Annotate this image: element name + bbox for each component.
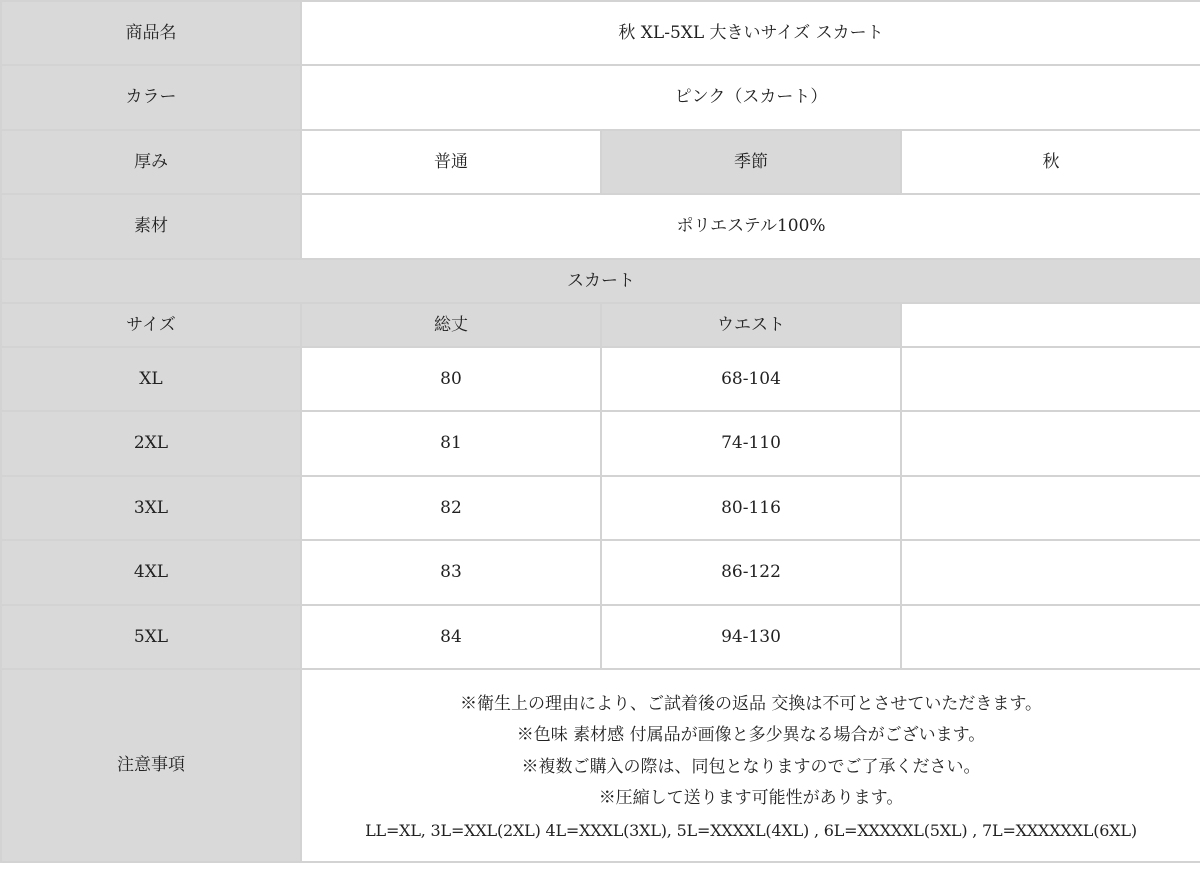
product-name-label: 商品名 (1, 1, 301, 65)
size-cell: 4XL (1, 540, 301, 605)
extra-cell (901, 605, 1200, 669)
length-cell: 81 (301, 411, 601, 476)
color-row (1, 65, 1200, 130)
material-row (1, 194, 1200, 259)
waist-cell: 74-110 (601, 411, 901, 476)
waist-header: ウエスト (601, 303, 901, 347)
material-label: 素材 (1, 194, 301, 259)
size-cell: XL (1, 347, 301, 411)
waist-cell: 80-116 (601, 476, 901, 540)
length-cell: 83 (301, 540, 601, 605)
note-line: ※衛生上の理由により、ご試着後の返品 交換は不可とさせていただきます。 (459, 693, 1043, 714)
size-header-row (1, 303, 1200, 347)
length-cell: 80 (301, 347, 601, 411)
size-section-row (1, 259, 1200, 303)
thickness-label: 厚み (1, 130, 301, 194)
product-name-row (1, 1, 1200, 65)
table-row (1, 540, 1200, 605)
size-section-title: スカート (1, 259, 1200, 303)
note-line: ※色味 素材感 付属品が画像と多少異なる場合がございます。 (516, 725, 986, 746)
waist-cell: 94-130 (601, 605, 901, 669)
extra-cell (901, 411, 1200, 476)
table-row (1, 605, 1200, 669)
color-value: ピンク（スカート） (301, 65, 1200, 130)
extra-cell (901, 347, 1200, 411)
product-name-value: 秋 XL-5XL 大きいサイズ スカート (301, 1, 1200, 65)
length-cell: 82 (301, 476, 601, 540)
color-label: カラー (1, 65, 301, 130)
length-cell: 84 (301, 605, 601, 669)
notes-content (301, 669, 1200, 862)
season-label: 季節 (601, 130, 901, 194)
waist-cell: 86-122 (601, 540, 901, 605)
waist-cell: 68-104 (601, 347, 901, 411)
season-value: 秋 (901, 130, 1200, 194)
note-line: ※複数ご購入の際は、同包となりますのでご了承ください。 (521, 756, 981, 777)
table-row (1, 476, 1200, 540)
extra-cell (901, 540, 1200, 605)
material-value: ポリエステル100% (301, 194, 1200, 259)
note-line: ※圧縮して送ります可能性があります。 (598, 788, 904, 809)
thickness-value: 普通 (301, 130, 601, 194)
size-cell: 5XL (1, 605, 301, 669)
size-cell: 3XL (1, 476, 301, 540)
thickness-season-row (1, 130, 1200, 194)
notes-row (1, 669, 1200, 862)
table-row (1, 411, 1200, 476)
length-header: 総丈 (301, 303, 601, 347)
size-header: サイズ (1, 303, 301, 347)
extra-cell (901, 476, 1200, 540)
extra-header (901, 303, 1200, 347)
size-conversion-note: LL=XL, 3L=XXL(2XL) 4L=XXXL(3XL), 5L=XXXXL(4XL) , 6L=XXXXXL(5XL) , 7L=XXXXXXL(6XL) (365, 820, 1137, 840)
table-row (1, 347, 1200, 411)
notes-label: 注意事項 (1, 669, 301, 862)
size-cell: 2XL (1, 411, 301, 476)
